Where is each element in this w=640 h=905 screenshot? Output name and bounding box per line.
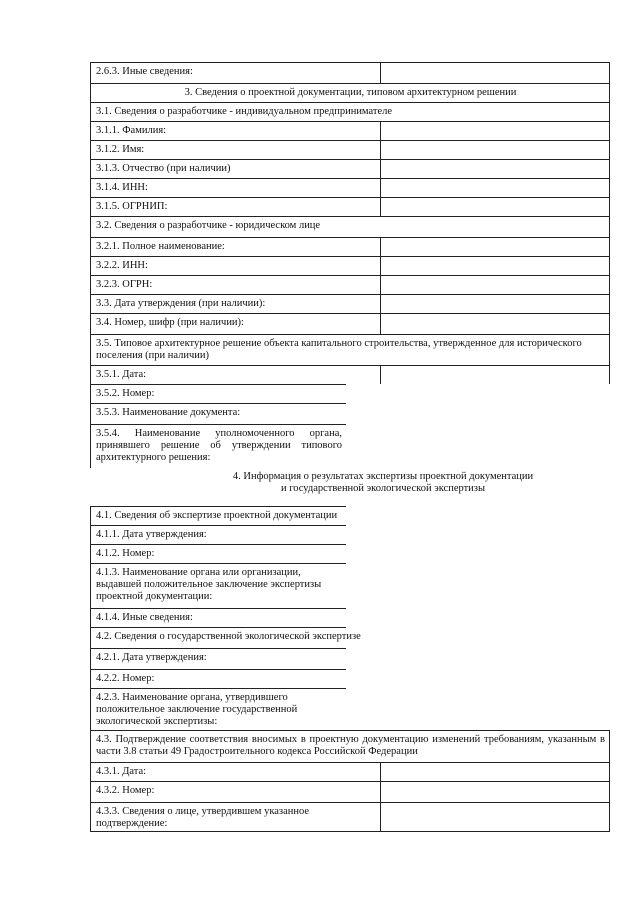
section-3-1-title: 3.1. Сведения о разработчике - индивидуальном предпринимателе [90,103,610,121]
section-4-3-title: 4.3. Подтверждение соответствия вносимых в проектную документацию изменений требованиям, указанным в части 3.8 статьи 49 Градостроительного кодекса Российской Федерации [90,731,610,762]
field-3-1-5[interactable] [381,198,610,216]
label-4-1-3: 4.1.3. Наименование органа или организации, выдавшей положительное заключение экспертизы проектной документации: [90,564,346,608]
label-4-3-2: 4.3.2. Номер: [90,782,381,802]
row-3-2-1 [90,237,610,256]
label-3-1-5: 3.1.5. ОГРНИП: [90,198,381,216]
field-3-2-3[interactable] [381,276,610,294]
field-3-1-4[interactable] [381,179,610,197]
row-4-3-2 [90,781,610,802]
section-3-5-title: 3.5. Типовое архитектурное решение объекта капитального строительства, утвержденное для исторического поселения (при наличии) [90,335,610,365]
section-4-1-header [90,506,346,525]
section-4-1-title: 4.1. Сведения об экспертизе проектной документации [90,507,346,525]
section-4-3-header [90,730,610,762]
label-3-1-4: 3.1.4. ИНН: [90,179,381,197]
label-3-1-3: 3.1.3. Отчество (при наличии) [90,160,381,178]
section-3-title: 3. Сведения о проектной документации, типовом архитектурном решении [90,84,610,102]
field-3-5-1[interactable] [381,366,610,384]
row-3-5-1 [90,365,610,384]
field-3-2-2[interactable] [381,257,610,275]
row-4-2-3 [90,688,346,730]
label-4-2-3: 4.2.3. Наименование органа, утвердившего положительное заключение государственной экологической экспертизы: [90,689,346,730]
section-4-2-title: 4.2. Сведения о государственной экологической экспертизе [90,628,365,648]
application-form [90,62,610,832]
field-4-3-3[interactable] [381,803,610,831]
row-4-2-1 [90,648,346,669]
section-4-2-header [90,627,361,648]
label-3-2-2: 3.2.2. ИНН: [90,257,381,275]
row-3-1-4 [90,178,610,197]
label-4-1-1: 4.1.1. Дата утверждения: [90,526,346,544]
section-4-title-line-2: и государственной экологической экспертизы [280,483,486,494]
field-4-3-2[interactable] [381,782,610,802]
label-4-3-3: 4.3.3. Сведения о лице, утвердившем указанное подтверждение: [90,803,381,831]
label-4-3-1: 4.3.1. Дата: [90,763,381,781]
row-3-1-3 [90,159,610,178]
section-3-header [90,83,610,102]
row-3-3 [90,294,610,313]
label-4-1-4: 4.1.4. Иные сведения: [90,609,346,627]
label-3-4: 3.4. Номер, шифр (при наличии): [90,314,381,334]
section-3-2-header [90,216,610,237]
label-3-1-1: 3.1.1. Фамилия: [90,122,381,140]
row-4-1-1 [90,525,346,544]
row-3-1-1 [90,121,610,140]
label-4-2-2: 4.2.2. Номер: [90,670,346,688]
row-4-1-2 [90,544,346,563]
row-4-1-4 [90,608,346,627]
field-4-3-1[interactable] [381,763,610,781]
label-2-6-3: 2.6.3. Иные сведения: [90,63,381,83]
row-3-5-2 [90,384,346,403]
row-3-5-3 [90,403,346,424]
label-3-2-3: 3.2.3. ОГРН: [90,276,381,294]
section-3-1-header [90,102,610,121]
row-4-2-2 [90,669,346,688]
row-4-1-3 [90,563,346,608]
row-3-1-2 [90,140,610,159]
section-4-title-line-1: 4. Информация о результатах экспертизы проектной документации [232,471,534,482]
row-3-2-2 [90,256,610,275]
label-4-2-1: 4.2.1. Дата утверждения: [90,649,346,669]
row-3-4 [90,313,610,334]
label-3-2-1: 3.2.1. Полное наименование: [90,238,381,256]
field-3-4[interactable] [381,314,610,334]
row-3-1-5 [90,197,610,216]
section-3-5-header [90,334,610,365]
label-3-5-2: 3.5.2. Номер: [90,385,346,403]
label-3-5-4: 3.5.4. Наименование уполномоченного органа, принявшего решение об утверждении типового архитектурного решения: [90,425,346,468]
row-4-3-3 [90,802,610,832]
section-4-header [90,468,610,506]
field-3-1-2[interactable] [381,141,610,159]
field-2-6-3[interactable] [381,63,610,83]
row-3-2-3 [90,275,610,294]
section-4-title [90,468,610,506]
row-3-5-4 [90,424,346,468]
label-3-5-3: 3.5.3. Наименование документа: [90,404,346,424]
label-4-1-2: 4.1.2. Номер: [90,545,346,563]
section-3-2-title: 3.2. Сведения о разработчике - юридическом лице [90,217,610,237]
label-3-1-2: 3.1.2. Имя: [90,141,381,159]
label-3-3: 3.3. Дата утверждения (при наличии): [90,295,381,313]
label-3-5-1: 3.5.1. Дата: [90,366,381,384]
row-2-6-3 [90,62,610,83]
field-3-2-1[interactable] [381,238,610,256]
field-3-1-1[interactable] [381,122,610,140]
field-3-1-3[interactable] [381,160,610,178]
field-3-3[interactable] [381,295,610,313]
row-4-3-1 [90,762,610,781]
